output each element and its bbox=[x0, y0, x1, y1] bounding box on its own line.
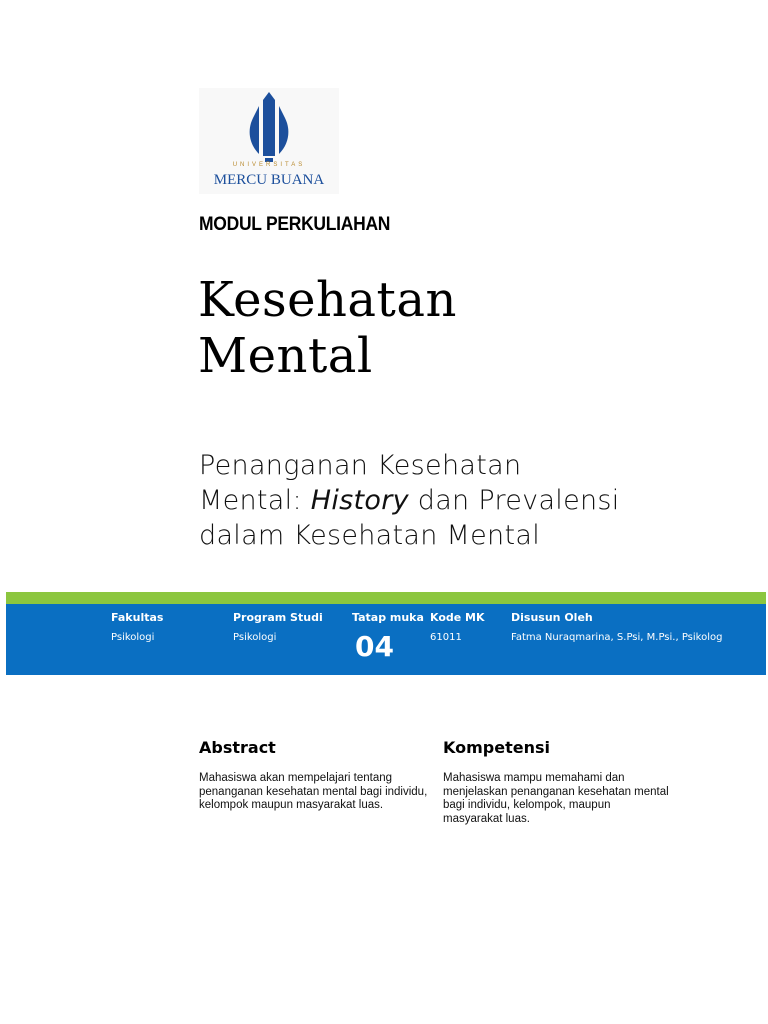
competence-body: Mahasiswa mampu memahami dan menjelaskan penanganan kesehatan mental bagi individu, kelompok, maupun masyarakat luas. bbox=[443, 772, 669, 825]
subtitle-line-2-pre: Mental: bbox=[199, 485, 311, 516]
flame-emblem-icon bbox=[245, 92, 293, 162]
faculty-value: Psikologi bbox=[111, 632, 155, 643]
abstract-body: Mahasiswa akan mempelajari tentang penanganan kesehatan mental bagi individu, kelompok maupun masyarakat luas. bbox=[199, 772, 428, 811]
title-line-1: Kesehatan bbox=[198, 272, 457, 328]
module-label: MODUL PERKULIAHAN bbox=[199, 214, 391, 235]
course-info-band bbox=[6, 604, 766, 675]
competence-heading: Kompetensi bbox=[443, 738, 550, 757]
author-label: Disusun Oleh bbox=[511, 611, 593, 624]
author-value: Fatma Nuraqmarina, S.Psi, M.Psi., Psikolog bbox=[511, 632, 723, 643]
faculty-label: Fakultas bbox=[111, 611, 164, 624]
accent-bar bbox=[6, 592, 766, 604]
subtitle-line-1: Penanganan Kesehatan bbox=[199, 450, 522, 481]
session-value: 04 bbox=[355, 630, 394, 663]
university-logo bbox=[199, 88, 339, 194]
page-title bbox=[198, 272, 678, 384]
code-label: Kode MK bbox=[430, 611, 485, 624]
program-label: Program Studi bbox=[233, 611, 323, 624]
abstract-heading: Abstract bbox=[199, 738, 276, 757]
subtitle-emphasis: History bbox=[310, 485, 409, 516]
page-subtitle bbox=[199, 448, 719, 553]
logo-subtitle: UNIVERSITAS bbox=[232, 162, 306, 168]
title-line-2: Mental bbox=[198, 328, 373, 384]
program-value: Psikologi bbox=[233, 632, 277, 643]
subtitle-line-2-post: dan Prevalensi bbox=[408, 485, 620, 516]
logo-name: MERCU BUANA bbox=[213, 172, 325, 188]
code-value: 61011 bbox=[430, 632, 462, 643]
subtitle-line-2 bbox=[199, 483, 719, 518]
session-label: Tatap muka bbox=[352, 611, 424, 624]
subtitle-line-3: dalam Kesehatan Mental bbox=[199, 520, 541, 551]
